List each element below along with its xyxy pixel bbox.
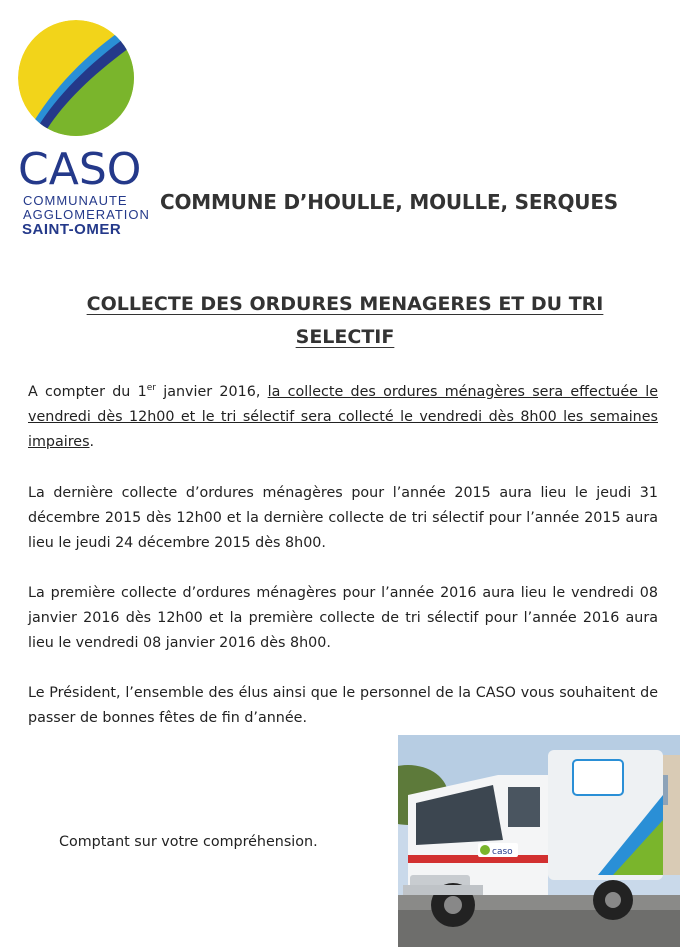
garbage-truck-icon <box>398 735 680 947</box>
paragraph-last-collection: La dernière collecte d’ordures ménagères pour l’année 2015 aura lieu le jeudi 31 décembre 2015 dès 12h00 et la dernière collecte de tri sélectif pour l’année 2015 aura lieu le jeudi 24 décembre 2015 dès 8h00. <box>28 485 658 551</box>
main-title <box>60 288 630 354</box>
paragraph1-middle: janvier 2016, <box>155 384 268 400</box>
logo-line-1: COMMUNAUTE <box>23 193 128 208</box>
paragraph1-underlined: la collecte des ordures ménagères sera effectuée le vendredi dès 12h00 et le tri sélectif sera collecté le vendredi dès 8h00 les semaines impaires <box>28 384 658 450</box>
paragraph-greetings: Le Président, l’ensemble des élus ainsi que le personnel de la CASO vous souhaitent de passer de bonnes fêtes de fin d’année. <box>28 685 658 726</box>
paragraph1-suffix: . <box>89 434 95 450</box>
caso-brand-text: CASO <box>18 144 142 195</box>
caso-logo <box>14 16 150 238</box>
paragraph1-sup: er <box>146 383 156 394</box>
logo-line-2: AGGLOMERATION <box>23 207 150 222</box>
garbage-truck-photo <box>398 735 680 947</box>
closing-line: Comptant sur votre compréhension. <box>59 834 318 850</box>
commune-title: COMMUNE D’HOULLE, MOULLE, SERQUES <box>160 190 619 214</box>
logo-line-3: SAINT-OMER <box>22 221 122 238</box>
paragraph-first-collection: La première collecte d’ordures ménagères pour l’année 2016 aura lieu le vendredi 08 janvier 2016 dès 12h00 et la première collecte de tri sélectif pour l’année 2016 aura lieu le vendredi 08 janvier 2016 dès 8h00. <box>28 585 658 651</box>
paragraph1-prefix: A compter du 1 <box>28 384 147 400</box>
main-title-line-2: SELECTIF <box>295 326 395 348</box>
paragraph-schedule <box>28 380 658 455</box>
truck-side-label: caso <box>492 847 513 857</box>
caso-logo-emblem <box>14 16 144 146</box>
main-title-line-1: COLLECTE DES ORDURES MENAGERES ET DU TRI <box>86 293 604 315</box>
